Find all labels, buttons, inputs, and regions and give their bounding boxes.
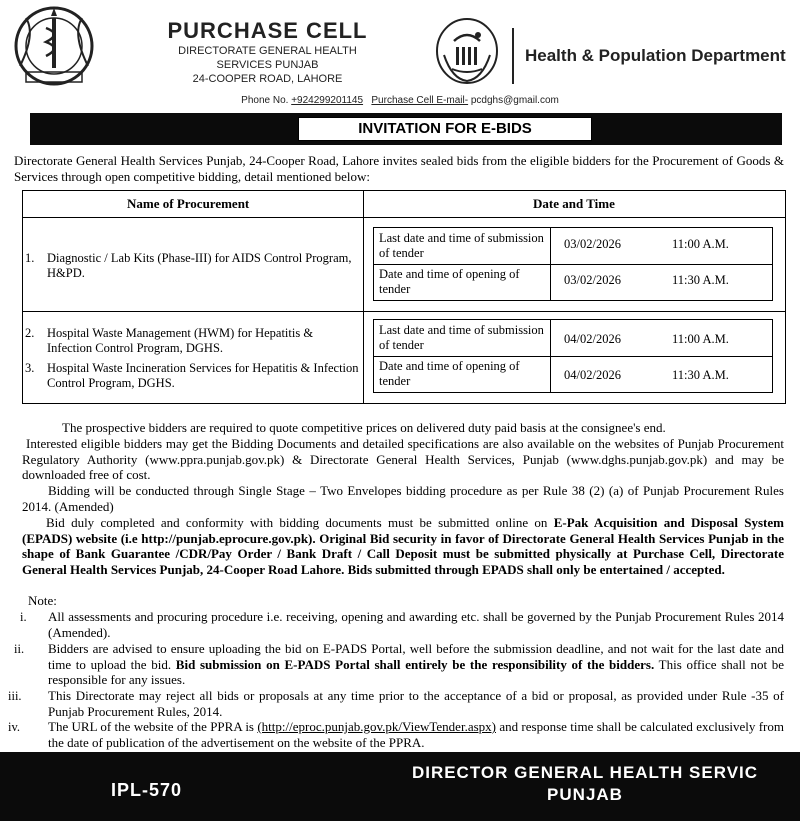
org-line-2: SERVICES PUNJAB (216, 59, 319, 71)
schedule-time: 11:30 A.M. (672, 368, 729, 382)
note-number: iv. (8, 720, 21, 734)
paragraph-documents: Interested eligible bidders may get the Bidding Documents and detailed specifications are also available on the websites of Punjab Procurement Regulatory Authority (www.ppra.punjab.gov.pk) & Directorate General Health Services, Punjab (www.dghs.punjab.gov.pk) and may be downloaded free of cost. (22, 436, 784, 482)
ppra-url-link[interactable]: (http://eproc.punjab.gov.pk/ViewTender.aspx) (257, 719, 496, 734)
schedule-date: 03/02/2026 (564, 273, 621, 287)
schedule-date: 04/02/2026 (564, 368, 621, 382)
title-banner (30, 113, 782, 145)
intro-paragraph: Directorate General Health Services Punjab, 24-Cooper Road, Lahore invites sealed bids from the eligible bidders for the Procurement of Goods & Services through open competitive bidding, detail mentioned below: (14, 153, 784, 184)
signatory-line-1: DIRECTOR GENERAL HEALTH SERVIC (411, 763, 759, 782)
signatory (380, 762, 790, 806)
header-date-and-time: Date and Time (533, 196, 615, 211)
schedule-time: 11:00 A.M. (672, 332, 729, 346)
note-number: ii. (14, 642, 25, 656)
org-line-1: DIRECTORATE GENERAL HEALTH (178, 45, 357, 57)
item-number: 3. (25, 361, 35, 375)
note-number: iii. (8, 689, 22, 703)
note-3: This Directorate may reject all bids or proposals at any time prior to the acceptance of a bid or proposal, as provided under Rule -35 of Punjab Procurement Rules, 2014. (48, 688, 784, 719)
table-row-line (23, 311, 785, 312)
schedule-time: 11:30 A.M. (672, 273, 729, 287)
item-number: 2. (25, 326, 35, 340)
note-2: Bidders are advised to ensure uploading the bid on E-PADS Portal, well before the submission deadline, and not wait for the last date and time to upload the bid. Bid submission on E-PADS Portal shall entirely be the responsibility of the bidders. This office shall not be responsible for any issues. (48, 641, 785, 687)
header-divider (512, 28, 514, 84)
schedule-label: Last date and time of submission of tender (379, 323, 544, 352)
note-number: i. (20, 610, 27, 624)
paragraph-bidding-procedure: Bidding will be conducted through Single Stage – Two Envelopes bidding procedure as per Rule 38 (2) (a) of Punjab Procurement Rules 2014. (Amended) (22, 483, 784, 514)
schedule-box-1 (373, 227, 773, 301)
signatory-line-2: PUNJAB (547, 785, 623, 804)
punjab-government-emblem (432, 15, 502, 87)
note-1: All assessments and procuring procedure i.e. receiving, opening and awarding etc. shall be governed by the Punjab Procurement Rules 2014 (Amended). (48, 609, 784, 640)
schedule-box-2 (373, 319, 773, 393)
procurement-item-1: Diagnostic / Lab Kits (Phase-III) for AIDS Control Program, H&PD. (47, 251, 352, 280)
note-4: The URL of the website of the PPRA is (http://eproc.punjab.gov.pk/ViewTender.aspx) and response time shall be calculated exclusively from the date of publication of the advertisement on the website of the PPRA. (48, 719, 785, 750)
department-name: Health & Population Department (525, 46, 786, 65)
schedule-label: Date and time of opening of tender (379, 267, 520, 296)
header-name-of-procurement: Name of Procurement (127, 196, 250, 211)
item-number: 1. (25, 251, 35, 265)
phone-number: +924299201145 (291, 95, 364, 106)
procurement-item-2: Hospital Waste Management (HWM) for Hepatitis & Infection Control Program, DGHS. (47, 326, 314, 355)
email-label: Purchase Cell E-mail- (371, 95, 469, 106)
notes-label: Note: (28, 593, 57, 608)
submission-text: Bid duly completed and conformity with bidding documents must be submitted online on (46, 515, 548, 530)
submission-bold-text: E-Pak Acquisition and Disposal System (EPADS) website (i.e http://punjab.eprocure.gov.pk). Original Bid security in favor of Directorate General Health Services Punjab in the shape of Bank Guarantee /CDR/Pay Order / Bank Draft / Call Deposit must be submitted physically at Purchase Cell, Directorate General Health Services Punjab, 24-Cooper Road Lahore. Bids submitted through EPADS shall only be entertained / accepted. (22, 515, 784, 577)
schedule-label: Date and time of opening of tender (379, 359, 520, 388)
health-services-emblem (6, 4, 102, 88)
ipl-code: IPL-570 (111, 780, 183, 800)
table-column-divider (363, 191, 364, 403)
banner-title: INVITATION FOR E-BIDS (298, 117, 592, 141)
phone-label: Phone No. (241, 95, 289, 106)
header-block (130, 18, 405, 86)
footer-bar (0, 752, 800, 821)
schedule-label: Last date and time of submission of tender (379, 231, 544, 260)
email-address: pcdghs@gmail.com (470, 95, 559, 106)
paragraph-submission (22, 515, 784, 577)
schedule-time: 11:00 A.M. (672, 237, 729, 251)
paragraph-prices: The prospective bidders are required to quote competitive prices on delivered duty paid basis at the consignee's end. (62, 420, 666, 435)
procurement-item-3: Hospital Waste Incineration Services for Hepatitis & Infection Control Program, DGHS. (47, 361, 359, 390)
table-header-line (23, 217, 785, 218)
schedule-date: 03/02/2026 (564, 237, 621, 251)
org-line-3: 24-COOPER ROAD, LAHORE (192, 73, 343, 85)
contact-line (0, 95, 800, 106)
procurement-table (22, 190, 786, 404)
schedule-date: 04/02/2026 (564, 332, 621, 346)
purchase-cell-title: PURCHASE CELL (167, 18, 368, 43)
